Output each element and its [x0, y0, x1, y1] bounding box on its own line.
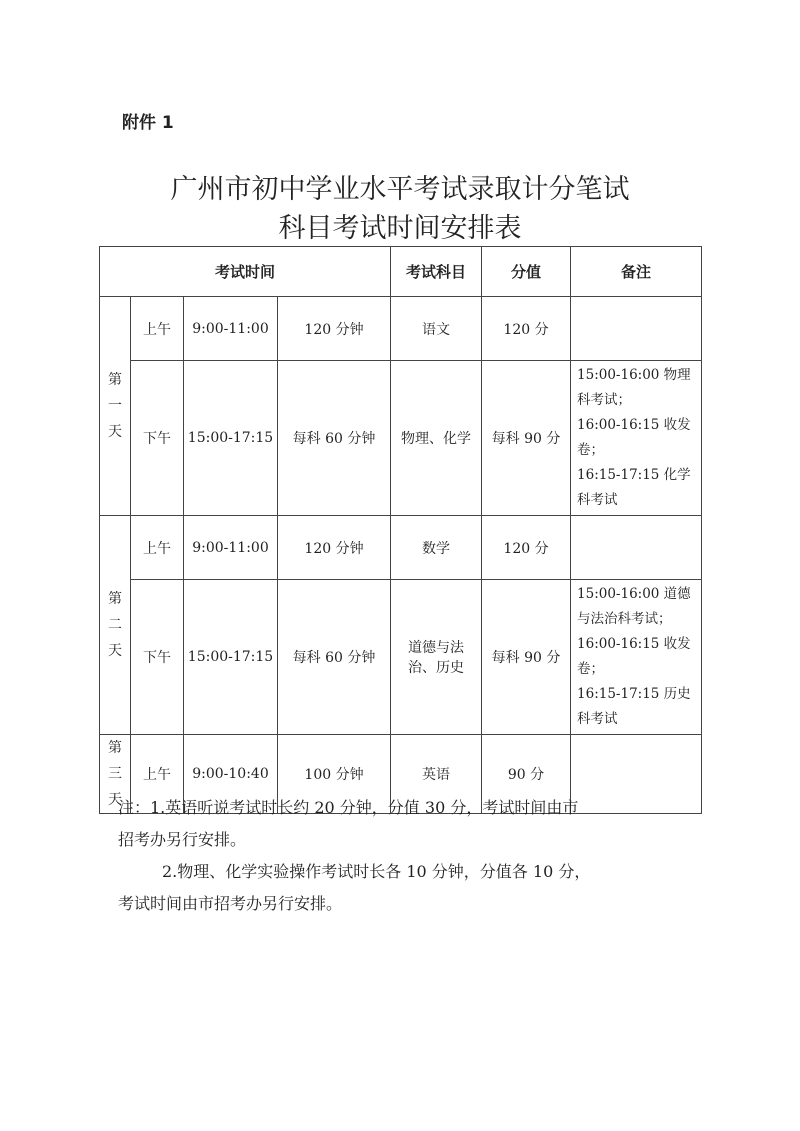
- time-cell: 9:00-10:40: [184, 735, 278, 814]
- note-line: 16:15-17:15 历史: [577, 686, 691, 702]
- header-remarks: 备注: [571, 247, 702, 297]
- score-cell: 120 分: [482, 297, 571, 361]
- footnote-2-cont: 考试时间由市招考办另行安排。: [118, 894, 343, 913]
- note-line: 15:00-16:00 物理: [577, 367, 691, 383]
- note-line: 科考试: [577, 711, 618, 727]
- day-label-char: 天: [108, 792, 122, 808]
- subject-cell: [391, 580, 482, 735]
- exam-schedule-table: [99, 246, 702, 814]
- day-label-char: 天: [108, 643, 122, 659]
- table-row: [100, 297, 702, 361]
- duration-cell: 每科 60 分钟: [278, 361, 391, 516]
- note-cell: [571, 297, 702, 361]
- subject-cell: 语文: [391, 297, 482, 361]
- note-line: 15:00-16:00 道德: [577, 586, 691, 602]
- footnote-1-cont: 招考办另行安排。: [118, 830, 247, 849]
- period-cell: 上午: [131, 735, 184, 814]
- time-cell: 9:00-11:00: [184, 297, 278, 361]
- note-cell: [571, 580, 702, 735]
- day-label-char: 第: [108, 372, 122, 388]
- time-cell: 15:00-17:15: [184, 580, 278, 735]
- score-cell: 120 分: [482, 516, 571, 580]
- header-exam-time: 考试时间: [100, 247, 391, 297]
- score-cell: 90 分: [482, 735, 571, 814]
- note-line: 与法治科考试；: [577, 611, 672, 627]
- page-title-line1: 广州市初中学业水平考试录取计分笔试: [170, 174, 630, 205]
- subject-line: 治、历史: [408, 660, 465, 676]
- note-line: 卷；: [577, 442, 605, 458]
- subject-cell: 英语: [391, 735, 482, 814]
- note-cell: [571, 516, 702, 580]
- score-cell: 每科 90 分: [482, 580, 571, 735]
- note-line: 科考试: [577, 492, 618, 508]
- duration-cell: 100 分钟: [278, 735, 391, 814]
- day-label-char: 天: [108, 424, 122, 440]
- period-cell: 下午: [131, 361, 184, 516]
- day-label-char: 第: [108, 591, 122, 607]
- day-label-char: 第: [108, 740, 122, 756]
- day-label: [100, 516, 131, 735]
- duration-cell: 120 分钟: [278, 297, 391, 361]
- day-label-char: 二: [108, 617, 122, 633]
- attachment-label: 附件 1: [122, 113, 174, 133]
- note-cell: [571, 361, 702, 516]
- table-row: [100, 580, 702, 735]
- time-cell: 9:00-11:00: [184, 516, 278, 580]
- table-row: [100, 516, 702, 580]
- duration-cell: 每科 60 分钟: [278, 580, 391, 735]
- page-title-line2: 科目考试时间安排表: [278, 213, 522, 244]
- note-line: 科考试；: [577, 392, 632, 408]
- score-cell: 每科 90 分: [482, 361, 571, 516]
- footnote-2: 2.物理、化学实验操作考试时长各 10 分钟，分值各 10 分，: [162, 862, 591, 881]
- header-subject: 考试科目: [391, 247, 482, 297]
- header-score: 分值: [482, 247, 571, 297]
- table-header-row: [100, 247, 702, 297]
- note-line: 16:15-17:15 化学: [577, 467, 691, 483]
- footnotes: [118, 792, 718, 920]
- note-line: 16:00-16:15 收发: [577, 636, 691, 652]
- day-label-char: 一: [108, 398, 122, 414]
- subject-cell: 物理、化学: [391, 361, 482, 516]
- period-cell: 上午: [131, 516, 184, 580]
- period-cell: 下午: [131, 580, 184, 735]
- note-line: 16:00-16:15 收发: [577, 417, 691, 433]
- subject-cell: 数学: [391, 516, 482, 580]
- note-line: 卷；: [577, 661, 605, 677]
- period-cell: 上午: [131, 297, 184, 361]
- table-row: [100, 361, 702, 516]
- day-label: [100, 297, 131, 516]
- duration-cell: 120 分钟: [278, 516, 391, 580]
- day-label-char: 三: [108, 766, 122, 782]
- subject-line: 道德与法: [408, 640, 465, 656]
- time-cell: 15:00-17:15: [184, 361, 278, 516]
- footnote-1: 注：1.英语听说考试时长约 20 分钟，分值 30 分，考试时间由市: [118, 798, 579, 817]
